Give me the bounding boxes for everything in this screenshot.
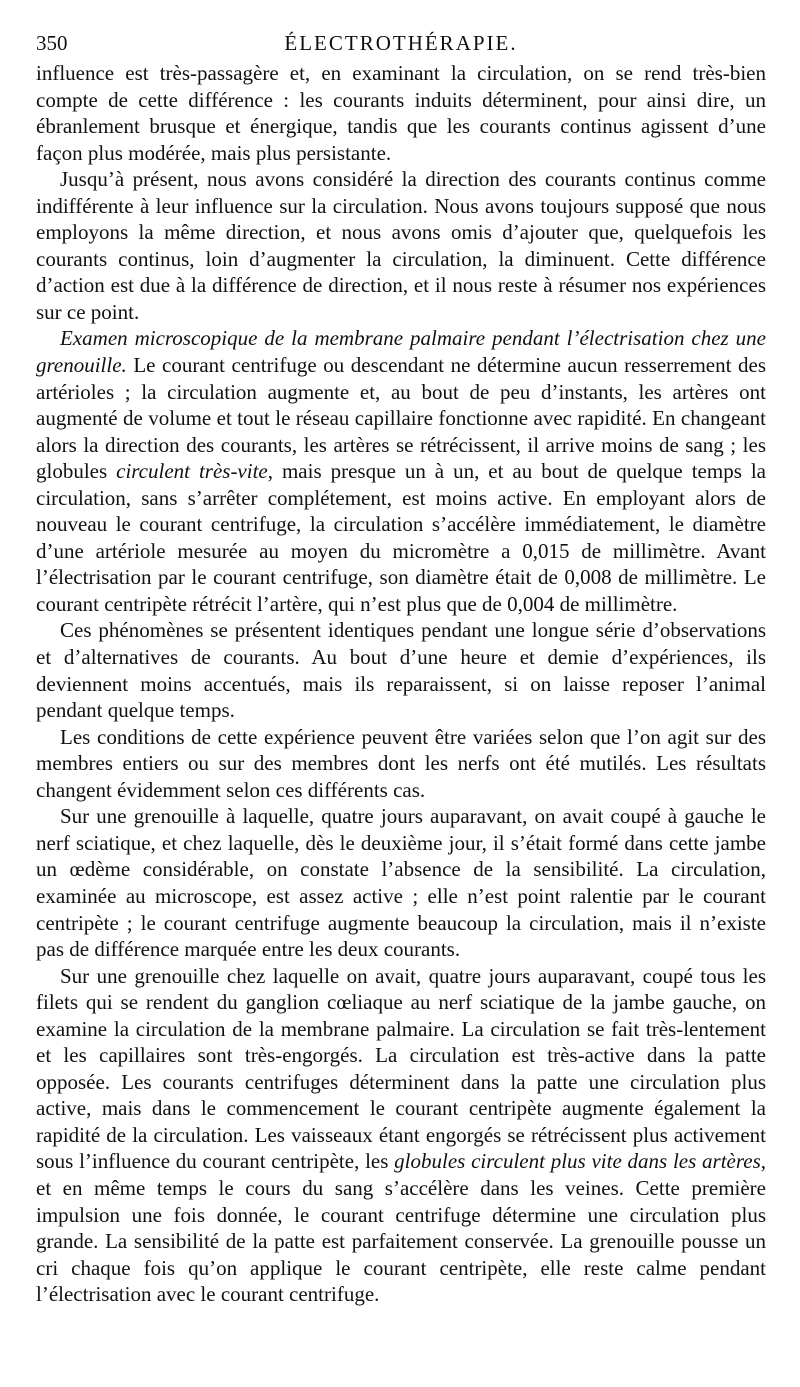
italic-text: globules circulent plus vite dans les artères [394,1149,761,1174]
body-text [36,60,766,1308]
italic-text: circulent très-vite [116,459,268,484]
paragraph-text: Sur une grenouille chez laquelle on avait, quatre jours auparavant, coupé tous les filets qui se rendent du ganglion cœliaque au nerf sciatique de la jambe gauche, on examine la circulation de la membrane palmaire. La circulation se fait très-lentement et les capillaires sont très-engorgés. La circulation est très-active dans la patte opposée. Les courants centrifuges déterminent dans la patte une circulation plus active, mais dans le commencement le courant centripète augmente également la rapidité de la circulation. Les vaisseaux étant engorgés se rétrécissent plus activement sous l’influence du courant centripète, les [36,963,766,1174]
paragraph [36,803,766,962]
paragraph-text: Jusqu’à présent, nous avons considéré la direction des courants continus comme indifférente à leur influence sur la circulation. Nous avons toujours supposé que nous employons la même direction, et nous avons omis d’ajouter que, quelquefois les courants continus, loin d’augmenter la circulation, la diminuent. Cette différence d’action est due à la différence de direction, et il nous reste à résumer nos expériences sur ce point. [36,167,766,324]
paragraph-text: Sur une grenouille à laquelle, quatre jours auparavant, on avait coupé à gauche le nerf sciatique, et chez laquelle, dès le deuxième jour, il s’était formé dans cette jambe un œdème considérable, on constate l’absence de la sensibilité. La circulation, examinée au microscope, est assez active ; elle n’est point ralentie par le courant centripète ; le courant centrifuge augmente beaucoup la circulation, mais il n’existe pas de différence marquée entre les deux courants. [36,804,766,962]
page-number: 350 [36,31,68,55]
paragraph-text: influence est très-passagère et, en examinant la circulation, on se rend très-bien compte de cette différence : les courants induits déterminent, pour ainsi dire, un ébranlement brusque et énergique, tandis que les courants continus agissent d’une façon plus modérée, mais plus persistante. [36,61,766,165]
paragraph [36,60,766,166]
paragraph [36,325,766,617]
page [36,26,766,1308]
paragraph-text: Les conditions de cette expérience peuvent être variées selon que l’on agit sur des membres entiers ou sur des membres dont les nerfs ont été mutilés. Les résultats changent évidemment selon ces différents cas. [36,724,766,802]
paragraph [36,963,766,1308]
italic-text: Examen microscopique de la membrane palmaire pendant l’électrisation chez une grenouille. [36,326,766,378]
paragraph-text: , et en même temps le cours du sang s’accélère dans les veines. Cette première impulsion une fois donnée, le courant centrifuge détermine une circulation plus grande. La sensibilité de la patte est parfaitement conservée. La grenouille pousse un cri chaque fois qu’on applique le courant centripète, elle reste calme pendant l’électrisation avec le courant centrifuge. [36,1149,766,1307]
running-title: ÉLECTROTHÉRAPIE. [284,31,518,55]
paragraph-text: Le courant centrifuge ou descendant ne détermine aucun resserrement des artérioles ; la circulation augmente et, au bout de peu d’instants, les artères ont augmenté de volume et tout le réseau capillaire fonctionne avec rapidité. En changeant alors la direction des courants, les artères se rétrécissent, il arrive moins de sang ; les globules [36,353,766,484]
paragraph [36,617,766,723]
running-head [36,26,766,60]
paragraph [36,166,766,325]
paragraph-text: , mais presque un à un, et au bout de quelque temps la circulation, sans s’arrêter complétement, est moins active. En employant alors de nouveau le courant centrifuge, la circulation s’accélère immédiatement, le diamètre d’une artériole mesurée au moyen du micromètre a 0,015 de millimètre. Avant l’électrisation par le courant centrifuge, son diamètre était de 0,008 de millimètre. Le courant centripète rétrécit l’artère, qui n’est plus que de 0,004 de millimètre. [36,459,766,616]
paragraph-text: Ces phénomènes se présentent identiques pendant une longue série d’observations et d’alternatives de courants. Au bout d’une heure et demie d’expériences, ils deviennent moins accentués, mais ils reparaissent, si on laisse reposer l’animal pendant quelque temps. [36,618,766,723]
paragraph [36,724,766,804]
